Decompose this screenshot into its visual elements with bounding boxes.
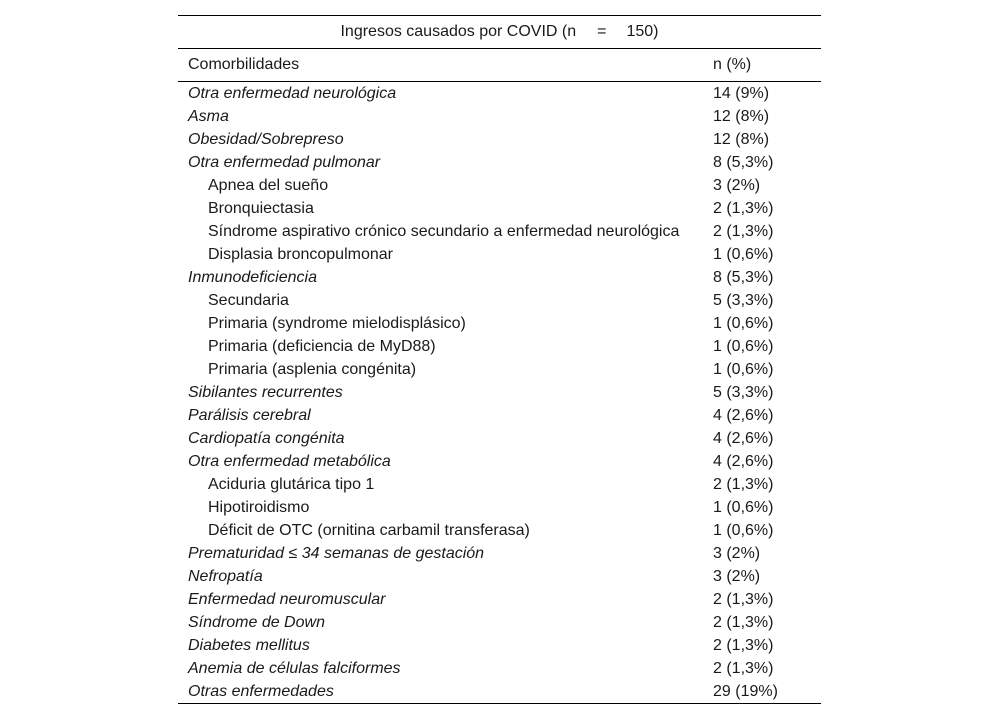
row-value: 12 (8%) (713, 108, 770, 125)
row-label: Primaria (asplenia congénita) (208, 361, 417, 378)
row-label: Prematuridad ≤ 34 semanas de gestación (188, 545, 485, 562)
table-row (178, 519, 821, 542)
header-n-percent: n (%) (713, 56, 752, 73)
row-value: 3 (2%) (713, 545, 761, 562)
row-value: 1 (0,6%) (713, 522, 774, 539)
row-label: Obesidad/Sobrepreso (188, 131, 344, 148)
row-value: 2 (1,3%) (713, 200, 774, 217)
table-row (178, 450, 821, 473)
row-value: 29 (19%) (713, 683, 778, 700)
table-row (178, 358, 821, 381)
table-row (178, 611, 821, 634)
row-label: Diabetes mellitus (188, 637, 310, 654)
table-row (178, 427, 821, 450)
table-row (178, 588, 821, 611)
table-row (178, 243, 821, 266)
row-label: Otra enfermedad neurológica (188, 85, 397, 102)
row-label: Primaria (syndrome mielodisplásico) (208, 315, 466, 332)
table-row (178, 105, 821, 128)
row-label: Primaria (deficiencia de MyD88) (208, 338, 436, 355)
row-value: 2 (1,3%) (713, 591, 774, 608)
table-row (178, 634, 821, 657)
row-value: 8 (5,3%) (713, 269, 774, 286)
table-row (178, 404, 821, 427)
table-row (178, 496, 821, 519)
row-label: Déficit de OTC (ornitina carbamil transferasa) (208, 522, 530, 539)
row-value: 2 (1,3%) (713, 660, 774, 677)
row-value: 1 (0,6%) (713, 361, 774, 378)
row-label: Asma (188, 108, 229, 125)
table-row (178, 82, 821, 105)
table-row (178, 151, 821, 174)
table-row (178, 289, 821, 312)
table-caption (178, 15, 821, 49)
table-row (178, 128, 821, 151)
row-label: Cardiopatía congénita (188, 430, 345, 447)
table-row (178, 220, 821, 243)
row-label: Nefropatía (188, 568, 263, 585)
row-label: Otra enfermedad metabólica (188, 453, 391, 470)
table-row (178, 335, 821, 358)
table-row (178, 381, 821, 404)
row-value: 2 (1,3%) (713, 476, 774, 493)
caption-equals: = (597, 23, 607, 40)
row-value: 4 (2,6%) (713, 407, 774, 424)
row-label: Otra enfermedad pulmonar (188, 154, 381, 171)
table-body (178, 82, 821, 704)
row-value: 1 (0,6%) (713, 315, 774, 332)
table-row (178, 266, 821, 289)
row-label: Sibilantes recurrentes (188, 384, 343, 401)
row-label: Síndrome aspirativo crónico secundario a enfermedad neurológica (208, 223, 680, 240)
row-value: 1 (0,6%) (713, 246, 774, 263)
row-label: Displasia broncopulmonar (208, 246, 393, 263)
table-row (178, 312, 821, 335)
row-label: Inmunodeficiencia (188, 269, 317, 286)
caption-prefix: Ingresos causados por COVID (n (340, 23, 577, 40)
row-value: 14 (9%) (713, 85, 770, 102)
row-label: Síndrome de Down (188, 614, 325, 631)
row-label: Hipotiroidismo (208, 499, 310, 516)
header-comorbidities: Comorbilidades (188, 56, 300, 73)
row-value: 2 (1,3%) (713, 223, 774, 240)
table-row (178, 565, 821, 588)
table-row (178, 473, 821, 496)
row-value: 2 (1,3%) (713, 637, 774, 654)
row-label: Otras enfermedades (188, 683, 334, 700)
table-row (178, 680, 821, 703)
row-value: 3 (2%) (713, 568, 761, 585)
row-value: 5 (3,3%) (713, 384, 774, 401)
row-value: 1 (0,6%) (713, 338, 774, 355)
row-value: 4 (2,6%) (713, 453, 774, 470)
row-value: 8 (5,3%) (713, 154, 774, 171)
table-row (178, 542, 821, 565)
table-row (178, 197, 821, 220)
row-label: Apnea del sueño (208, 177, 329, 194)
table-header (178, 49, 821, 82)
row-label: Enfermedad neuromuscular (188, 591, 386, 608)
row-value: 12 (8%) (713, 131, 770, 148)
row-value: 3 (2%) (713, 177, 761, 194)
row-label: Parálisis cerebral (188, 407, 311, 424)
row-value: 4 (2,6%) (713, 430, 774, 447)
row-value: 1 (0,6%) (713, 499, 774, 516)
row-label: Secundaria (208, 292, 289, 309)
row-label: Anemia de células falciformes (188, 660, 401, 677)
row-value: 2 (1,3%) (713, 614, 774, 631)
table-row (178, 657, 821, 680)
table-row (178, 174, 821, 197)
caption-value: 150) (626, 23, 659, 40)
row-label: Aciduria glutárica tipo 1 (208, 476, 375, 493)
row-label: Bronquiectasia (208, 200, 314, 217)
row-value: 5 (3,3%) (713, 292, 774, 309)
comorbidities-table (178, 15, 821, 704)
